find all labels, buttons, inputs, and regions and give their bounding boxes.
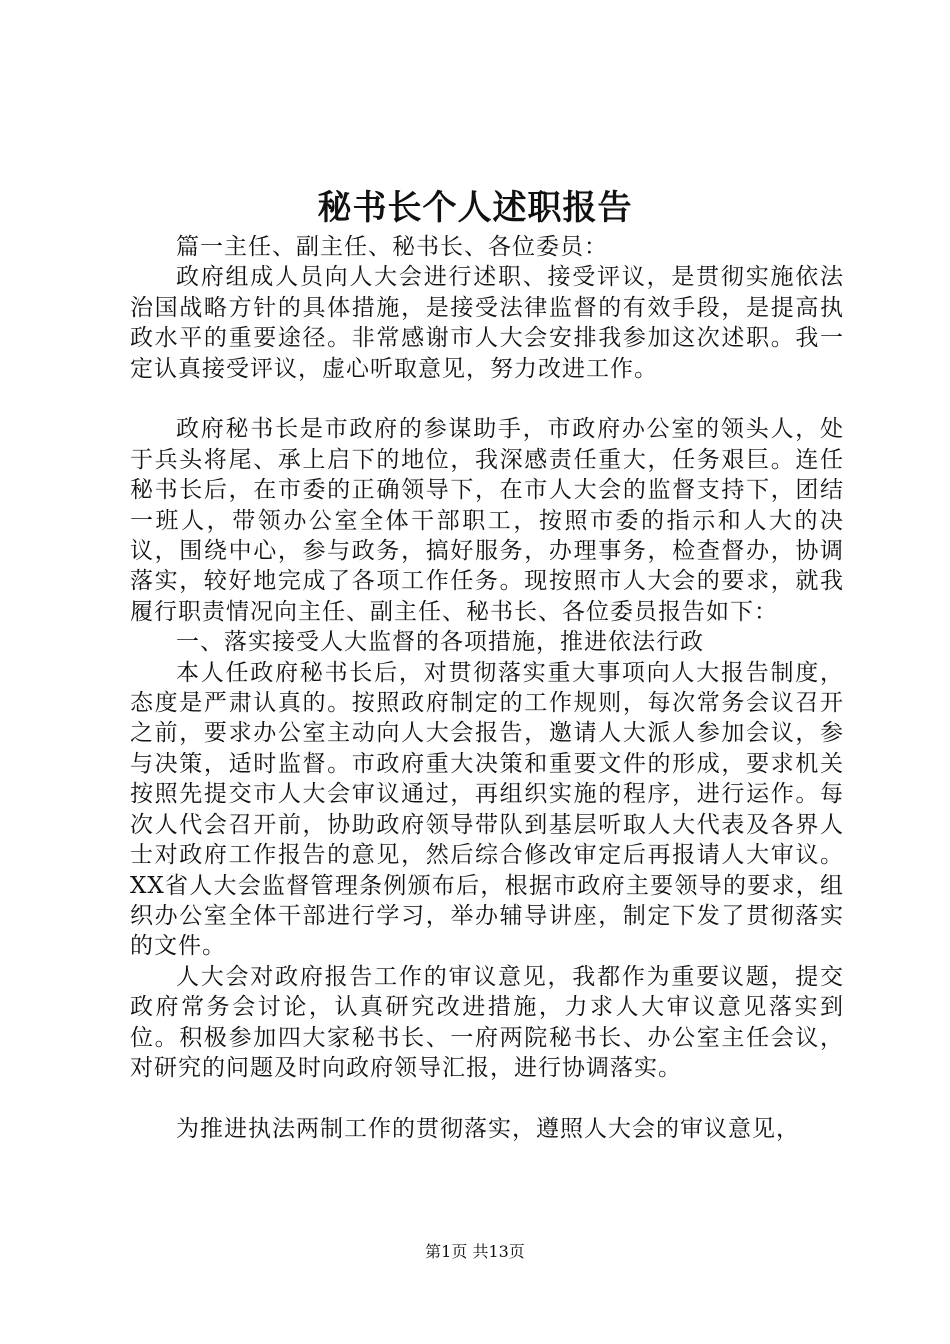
paragraph-intro: 政府组成人员向人大会进行述职、接受评议，是贯彻实施依法治国战略方针的具体措施，是接受法律监督的有效手段，是提高执政水平的重要途径。非常感谢市人大会安排我参加这次述职。我一定认真接受评议，虚心听取意见，努力改进工作。 [130,264,844,382]
paragraph-salutation: 篇一主任、副主任、秘书长、各位委员： [176,234,608,260]
paragraph-role: 政府秘书长是市政府的参谋助手，市政府办公室的领头人，处于兵头将尾、承上启下的地位，我深感责任重大，任务艰巨。连任秘书长后，在市委的正确领导下，在市人大会的监督支持下，团结一班人，带领办公室全体干部职工，按照市委的指示和人大的决议，围绕中心，参与政务，搞好服务，办理事务，检查督办，协调落实，较好地完成了各项工作任务。现按照市人大会的要求，就我履行职责情况向主任、副主任、秘书长、各位委员报告如下： [130,416,844,625]
paragraph-section-1b: 人大会对政府报告工作的审议意见，我都作为重要议题，提交政府常务会讨论，认真研究改进措施，力求人大审议意见落实到位。积极参加四大家秘书长、一府两院秘书长、办公室主任会议，对研究的问题及时向政府领导汇报，进行协调落实。 [130,963,844,1081]
document-body [130,232,844,1144]
paragraph-section-1c: 为推进执法两制工作的贯彻落实，遵照人大会的审议意见， [176,1115,800,1142]
document-title: 秘书长个人述职报告 [317,188,633,228]
section-heading-1: 一、落实接受人大监督的各项措施，推进依法行政 [176,629,704,656]
paragraph-section-1a: 本人任政府秘书长后，对贯彻落实重大事项向人大报告制度，态度是严肃认真的。按照政府制定的工作规则，每次常务会议召开之前，要求办公室主动向人大会报告，邀请人大派人参加会议，参与决策，适时监督。市政府重大决策和重要文件的形成，要求机关按照先提交市人大会审议通过，再组织实施的程序，进行运作。每次人代会召开前，协助政府领导带队到基层听取人大代表及各界人士对政府工作报告的意见，然后综合修改审定后再报请人大审议。XX省人大会监督管理条例颁布后，根据市政府主要领导的要求，组织办公室全体干部进行学习，举办辅导讲座，制定下发了贯彻落实的文件。 [130,659,844,960]
page-number-footer: 第1页 共13页 [425,1242,525,1261]
